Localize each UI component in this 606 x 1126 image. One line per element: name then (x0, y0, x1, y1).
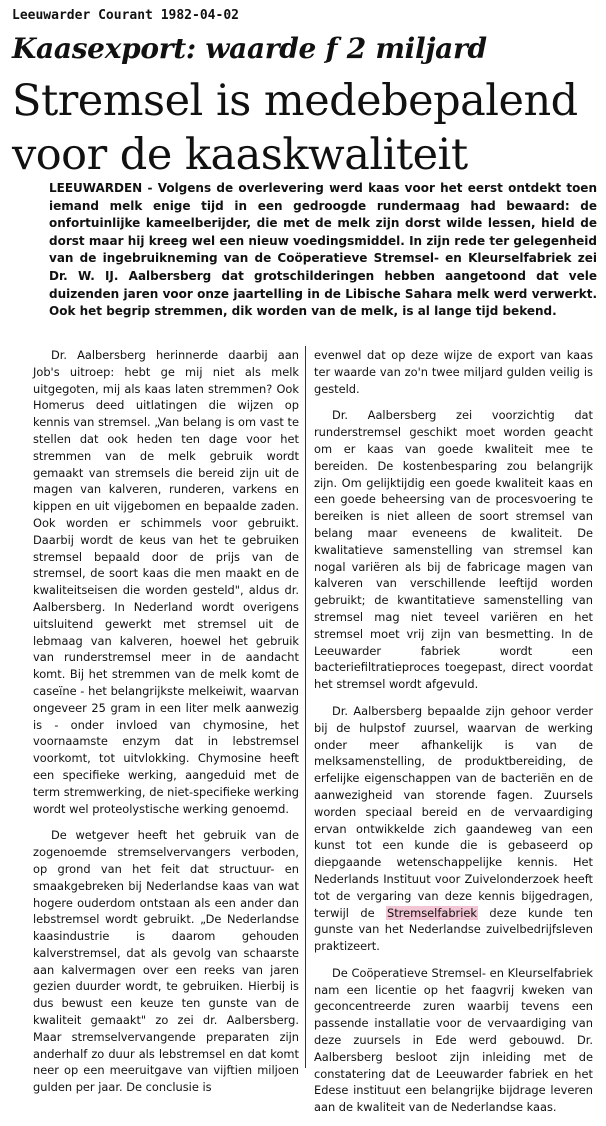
right-paragraph-4: De Coöperatieve Stremsel- en Kleurselfabriek nam een licentie op het faagvrij kweken van geconcentreerde zuren waarbij tevens een passende installatie voor de vervaardiging van deze zuursels in Ede werd gebouwd. Dr. Aalbersberg besloot zijn inleiding met de constatering dat de Leeuwarder fabriek en het Edese instituut een belangrijke bijdrage leveren aan de kwaliteit van de Nederlandse kaas. (314, 965, 593, 1115)
highlighted-term: Stremselfabriek (386, 905, 477, 920)
lead-paragraph (49, 180, 597, 321)
kicker-headline: Kaasexport: waarde f 2 miljard (12, 32, 487, 65)
left-column (33, 347, 299, 1106)
right-paragraph-2: Dr. Aalbersberg zei voorzichtig dat runderstremsel geschikt moet worden geacht om er kaas van goede kwaliteit mee te bereiden. De kostenbesparing zou belangrijk zijn. Om gelijktijdig een goede kwaliteit kaas en een goede beheersing van de procesvoering te bereiken is niet alleen de soort stremsel van belang maar eveneens de kwaliteit. De kwalitatieve samenstelling van stremsel kan nogal variëren als bij de fabricage magen van kalveren van verschillende leeftijd worden gebruikt; de kwantitatieve samenstelling van stremsel mag niet teveel variëren en het stremsel moet vrij zijn van besmetting. In de Leeuwarder fabriek wordt een bacteriefiltratieproces toegepast, direct voordat het stremsel wordt afgevuld. (314, 408, 593, 692)
p3-text-after: deze kunde ten gunste van het Nederlandse zuivelbedrijfsleven praktizeert. (314, 905, 593, 954)
p3-text-before: Dr. Aalbersberg bepaalde zijn gehoor verder bij de hulpstof zuursel, waarvan de werking onder meer afhankelijk is van de melksamenstelling, de produktbereiding, de erfelijke eigenschappen van de bacteriën en de aanwezigheid van storende fagen. Zuursels worden speciaal bereid en de vervaardiging ervan ontwikkelde zich gaandeweg van een kunst tot een kunde die is gebaseerd op diepgaande wetenschappelijke kennis. Het Nederlands Instituut voor Zuivelonderzoek heeft tot de vergaring van deze kennis bijgedragen, terwijl de (314, 703, 593, 920)
left-paragraph-2: De wetgever heeft het gebruik van de zogenoemde stremselvervangers verboden, op grond van het feit dat structuur- en smaakgebreken bij Nederlandse kaas van wat hogere ouderdom ontstaan als een ander dan lebstremsel wordt gebruikt. „De Nederlandse kaasindustrie is daarom gehouden kalverstremsel, dat als gevolg van schaarste aan kalvermagen over een reeks van jaren gezien duurder wordt, te gebruiken. Hierbij is dus bewust een keuze ten gunste van de kwaliteit gemaakt" zo zei dr. Aalbersberg. Maar stremselvervangende preparaten zijn anderhalf zo duur als lebstremsel en dat komt neer op een meeruitgave van vijftien miljoen gulden per jaar. De conclusie is (33, 828, 299, 1095)
right-continuation: evenwel dat op deze wijze de export van kaas ter waarde van zo'n twee miljard gulden veilig is gesteld. (314, 348, 593, 396)
column-divider (305, 346, 306, 1068)
right-column (314, 347, 593, 1126)
lead-text: LEEUWARDEN - Volgens de overlevering werd kaas voor het eerst ontdekt toen iemand melk enige tijd in een gedroogde rundermaag had bewaard: de onfortuinlijke kameelberijder, die met de melk zijn dorst wilde lessen, hield de dorst maar hij kreeg wel een nieuw voedingsmiddel. In zijn rede ter gelegenheid van de ingebruikneming van de Coöperatieve Stremsel- en Kleurselfabriek zei Dr. W. IJ. Aalbersberg dat grotschilderingen hebben aangetoond dat vele duizenden jaren voor onze jaartelling in de Libische Sahara melk werd verwerkt. Ook het begrip stremmen, dik worden van de melk, is al lange tijd bekend. (49, 181, 597, 319)
headline-line-1: Stremsel is medebepalend (12, 76, 578, 126)
headline-line-2: voor de kaaskwaliteit (12, 130, 468, 180)
right-paragraph-3 (314, 703, 593, 955)
source-caption: Leeuwarder Courant 1982-04-02 (12, 8, 239, 23)
article-headline (12, 74, 578, 182)
left-paragraph-1: Dr. Aalbersberg herinnerde daarbij aan Job's uitroep: hebt ge mij niet als melk uitgegoten, mij als kaas laten stremmen? Ook Homerus deed uitlatingen die wijzen op kennis van stremsel. „Van belang is om vast te stellen dat ook heden ten dage voor het stremmen van de melk gebruik wordt gemaakt van stremsels die bereid zijn uit de magen van kalveren, runderen, varkens en kippen en uit vijgebomen en bepaalde zaden. Ook worden er schimmels voor gebruikt. Daarbij wordt de keus van het te gebruiken stremsel bepaald door de prijs van de stremsel, de soort kaas die men maakt en de kwaliteitseisen die worden gesteld", aldus dr. Aalbersberg. In Nederland wordt overigens uitsluitend gewerkt met stremsel uit de lebmaag van kalveren, hoewel het gebruik van runderstremsel meer in de aandacht komt. Bij het stremmen van de melk komt de caseïne - het belangrijkste melkeiwit, waarvan ongeveer 25 gram in een liter melk aanwezig is - onder invloed van chymosine, het voornaamste enzym dat in lebstremsel voorkomt, tot uitvlokking. Chymosine heeft een specifieke werking, aangeduid met de term stremwerking, de niet-specifieke werking wordt wel proteolystische werking genoemd. (33, 348, 299, 816)
